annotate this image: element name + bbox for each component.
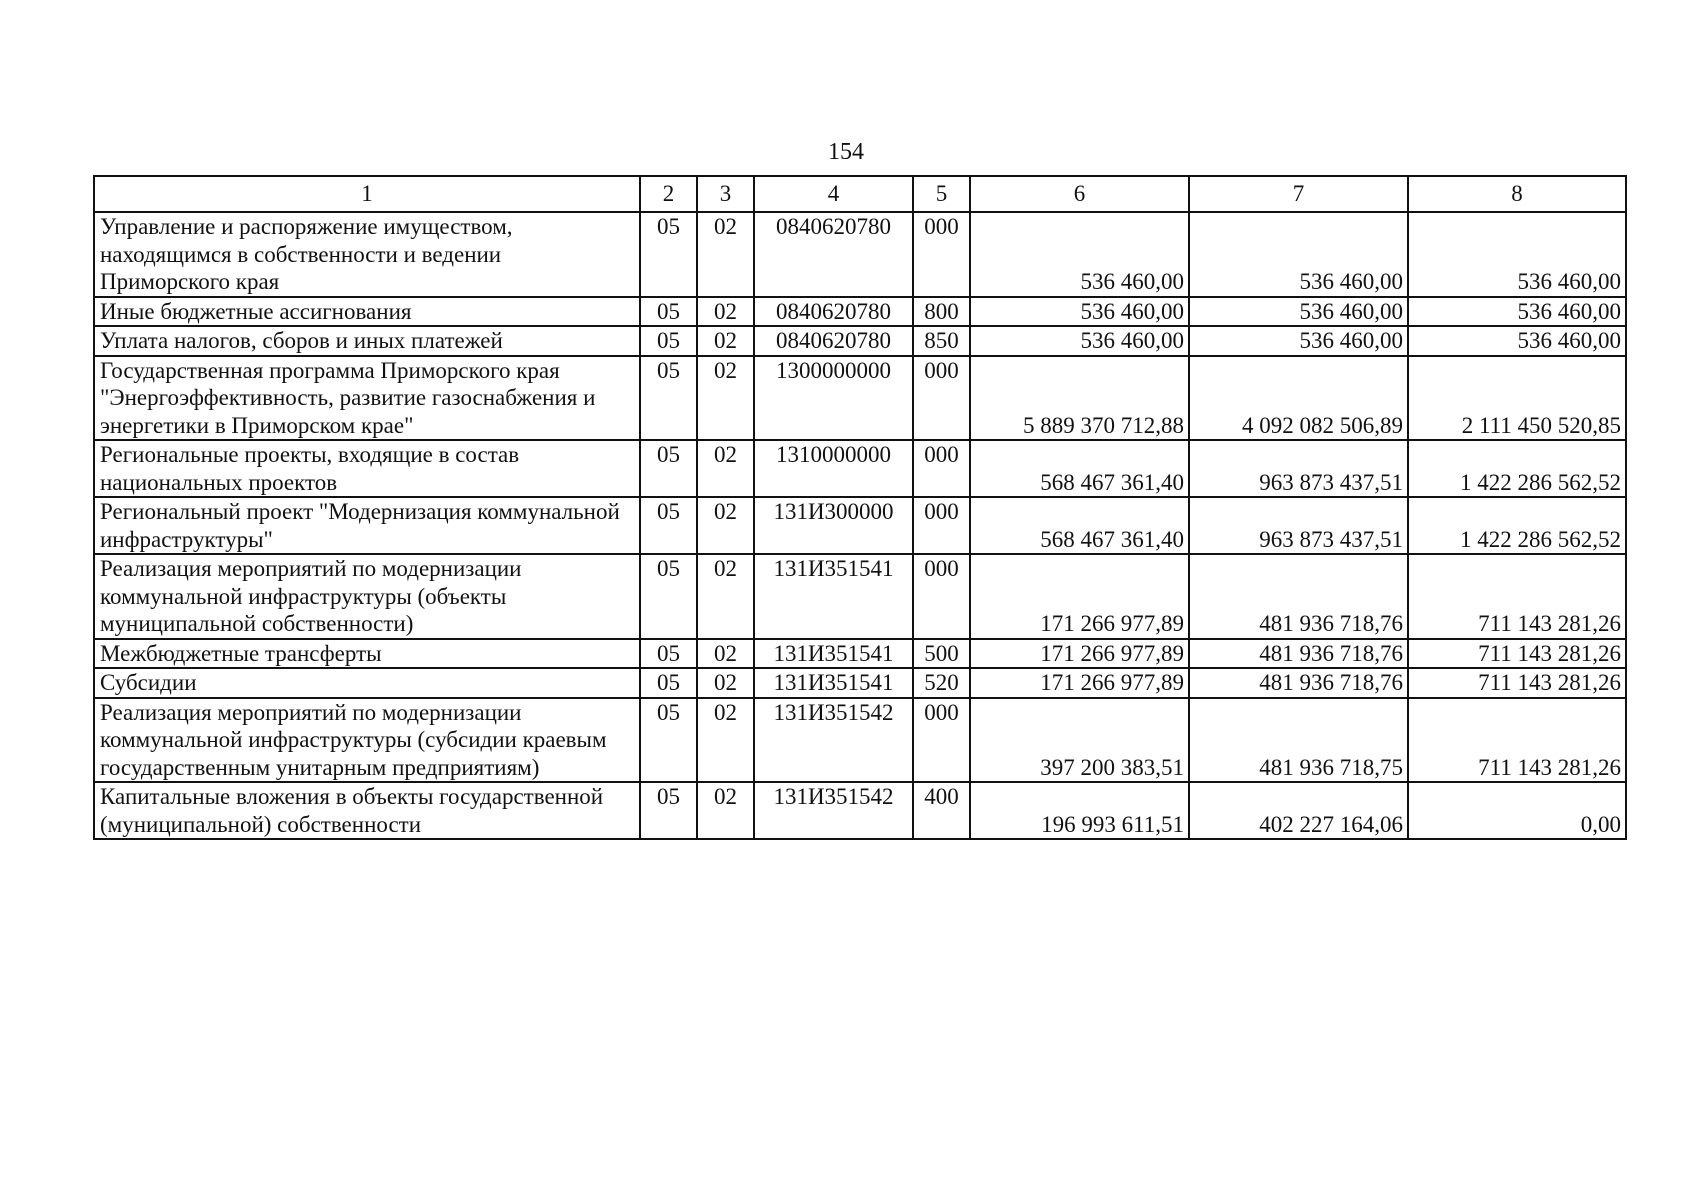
amount-col-8: 711 143 281,26 xyxy=(1408,554,1626,639)
amount-col-8: 1 422 286 562,52 xyxy=(1408,497,1626,554)
amount-col-7: 963 873 437,51 xyxy=(1189,440,1408,497)
amount-col-8: 536 460,00 xyxy=(1408,212,1626,297)
table-row xyxy=(94,440,1626,497)
column-header: 8 xyxy=(1408,176,1626,212)
amount-col-6: 397 200 383,51 xyxy=(970,698,1189,783)
amount-col-6: 536 460,00 xyxy=(970,326,1189,356)
amount-col-8: 536 460,00 xyxy=(1408,326,1626,356)
amount-col-7: 536 460,00 xyxy=(1189,297,1408,327)
amount-col-8: 711 143 281,26 xyxy=(1408,698,1626,783)
subsection-code: 02 xyxy=(697,668,754,698)
table-row xyxy=(94,356,1626,441)
expense-type-code: 000 xyxy=(913,698,970,783)
line-item-name: Региональный проект "Модернизация коммунальной инфраструктуры" xyxy=(94,497,640,554)
subsection-code: 02 xyxy=(697,356,754,441)
table-row xyxy=(94,497,1626,554)
target-article-code: 1300000000 xyxy=(754,356,913,441)
target-article-code: 0840620780 xyxy=(754,212,913,297)
amount-col-7: 481 936 718,76 xyxy=(1189,554,1408,639)
table-row xyxy=(94,554,1626,639)
amount-col-6: 171 266 977,89 xyxy=(970,639,1189,669)
column-header: 7 xyxy=(1189,176,1408,212)
section-code: 05 xyxy=(640,554,697,639)
section-code: 05 xyxy=(640,782,697,839)
line-item-name: Субсидии xyxy=(94,668,640,698)
amount-col-6: 568 467 361,40 xyxy=(970,497,1189,554)
subsection-code: 02 xyxy=(697,554,754,639)
section-code: 05 xyxy=(640,639,697,669)
target-article-code: 131И351542 xyxy=(754,782,913,839)
section-code: 05 xyxy=(640,698,697,783)
amount-col-8: 0,00 xyxy=(1408,782,1626,839)
target-article-code: 131И351542 xyxy=(754,698,913,783)
column-header: 5 xyxy=(913,176,970,212)
column-header: 6 xyxy=(970,176,1189,212)
amount-col-8: 711 143 281,26 xyxy=(1408,639,1626,669)
target-article-code: 131И300000 xyxy=(754,497,913,554)
line-item-name: Межбюджетные трансферты xyxy=(94,639,640,669)
amount-col-7: 536 460,00 xyxy=(1189,212,1408,297)
line-item-name: Региональные проекты, входящие в состав национальных проектов xyxy=(94,440,640,497)
expense-type-code: 500 xyxy=(913,639,970,669)
amount-col-8: 536 460,00 xyxy=(1408,297,1626,327)
line-item-name: Иные бюджетные ассигнования xyxy=(94,297,640,327)
expense-type-code: 000 xyxy=(913,554,970,639)
amount-col-7: 4 092 082 506,89 xyxy=(1189,356,1408,441)
table-row xyxy=(94,782,1626,839)
line-item-name: Управление и распоряжение имуществом, находящимся в собственности и ведении Приморского края xyxy=(94,212,640,297)
amount-col-8: 711 143 281,26 xyxy=(1408,668,1626,698)
subsection-code: 02 xyxy=(697,440,754,497)
expense-type-code: 800 xyxy=(913,297,970,327)
target-article-code: 131И351541 xyxy=(754,668,913,698)
column-header: 2 xyxy=(640,176,697,212)
expense-type-code: 000 xyxy=(913,497,970,554)
page-number: 154 xyxy=(828,139,864,165)
expense-type-code: 000 xyxy=(913,212,970,297)
column-header: 3 xyxy=(697,176,754,212)
expense-type-code: 000 xyxy=(913,356,970,441)
table-row xyxy=(94,326,1626,356)
target-article-code: 0840620780 xyxy=(754,297,913,327)
amount-col-7: 402 227 164,06 xyxy=(1189,782,1408,839)
subsection-code: 02 xyxy=(697,326,754,356)
section-code: 05 xyxy=(640,668,697,698)
table-row xyxy=(94,297,1626,327)
table-row xyxy=(94,212,1626,297)
section-code: 05 xyxy=(640,326,697,356)
amount-col-6: 171 266 977,89 xyxy=(970,668,1189,698)
subsection-code: 02 xyxy=(697,497,754,554)
target-article-code: 131И351541 xyxy=(754,554,913,639)
section-code: 05 xyxy=(640,497,697,554)
amount-col-6: 171 266 977,89 xyxy=(970,554,1189,639)
section-code: 05 xyxy=(640,212,697,297)
amount-col-7: 481 936 718,76 xyxy=(1189,639,1408,669)
expense-type-code: 000 xyxy=(913,440,970,497)
section-code: 05 xyxy=(640,440,697,497)
subsection-code: 02 xyxy=(697,297,754,327)
amount-col-6: 5 889 370 712,88 xyxy=(970,356,1189,441)
budget-table xyxy=(93,175,1627,840)
amount-col-6: 568 467 361,40 xyxy=(970,440,1189,497)
amount-col-6: 536 460,00 xyxy=(970,212,1189,297)
amount-col-6: 536 460,00 xyxy=(970,297,1189,327)
line-item-name: Реализация мероприятий по модернизации коммунальной инфраструктуры (объекты муниципальной собственности) xyxy=(94,554,640,639)
target-article-code: 131И351541 xyxy=(754,639,913,669)
line-item-name: Реализация мероприятий по модернизации коммунальной инфраструктуры (субсидии краевым государственным унитарным предприятиям) xyxy=(94,698,640,783)
section-code: 05 xyxy=(640,297,697,327)
section-code: 05 xyxy=(640,356,697,441)
line-item-name: Уплата налогов, сборов и иных платежей xyxy=(94,326,640,356)
table-row xyxy=(94,668,1626,698)
amount-col-6: 196 993 611,51 xyxy=(970,782,1189,839)
subsection-code: 02 xyxy=(697,212,754,297)
subsection-code: 02 xyxy=(697,639,754,669)
amount-col-7: 963 873 437,51 xyxy=(1189,497,1408,554)
expense-type-code: 850 xyxy=(913,326,970,356)
amount-col-8: 1 422 286 562,52 xyxy=(1408,440,1626,497)
line-item-name: Государственная программа Приморского края "Энергоэффективность, развитие газоснабжения и энергетики в Приморском крае" xyxy=(94,356,640,441)
amount-col-7: 536 460,00 xyxy=(1189,326,1408,356)
column-header: 1 xyxy=(94,176,640,212)
column-number-row xyxy=(94,176,1626,212)
amount-col-7: 481 936 718,76 xyxy=(1189,668,1408,698)
column-header: 4 xyxy=(754,176,913,212)
amount-col-8: 2 111 450 520,85 xyxy=(1408,356,1626,441)
amount-col-7: 481 936 718,75 xyxy=(1189,698,1408,783)
line-item-name: Капитальные вложения в объекты государственной (муниципальной) собственности xyxy=(94,782,640,839)
table-row xyxy=(94,698,1626,783)
expense-type-code: 400 xyxy=(913,782,970,839)
target-article-code: 1310000000 xyxy=(754,440,913,497)
target-article-code: 0840620780 xyxy=(754,326,913,356)
table-row xyxy=(94,639,1626,669)
subsection-code: 02 xyxy=(697,782,754,839)
expense-type-code: 520 xyxy=(913,668,970,698)
subsection-code: 02 xyxy=(697,698,754,783)
